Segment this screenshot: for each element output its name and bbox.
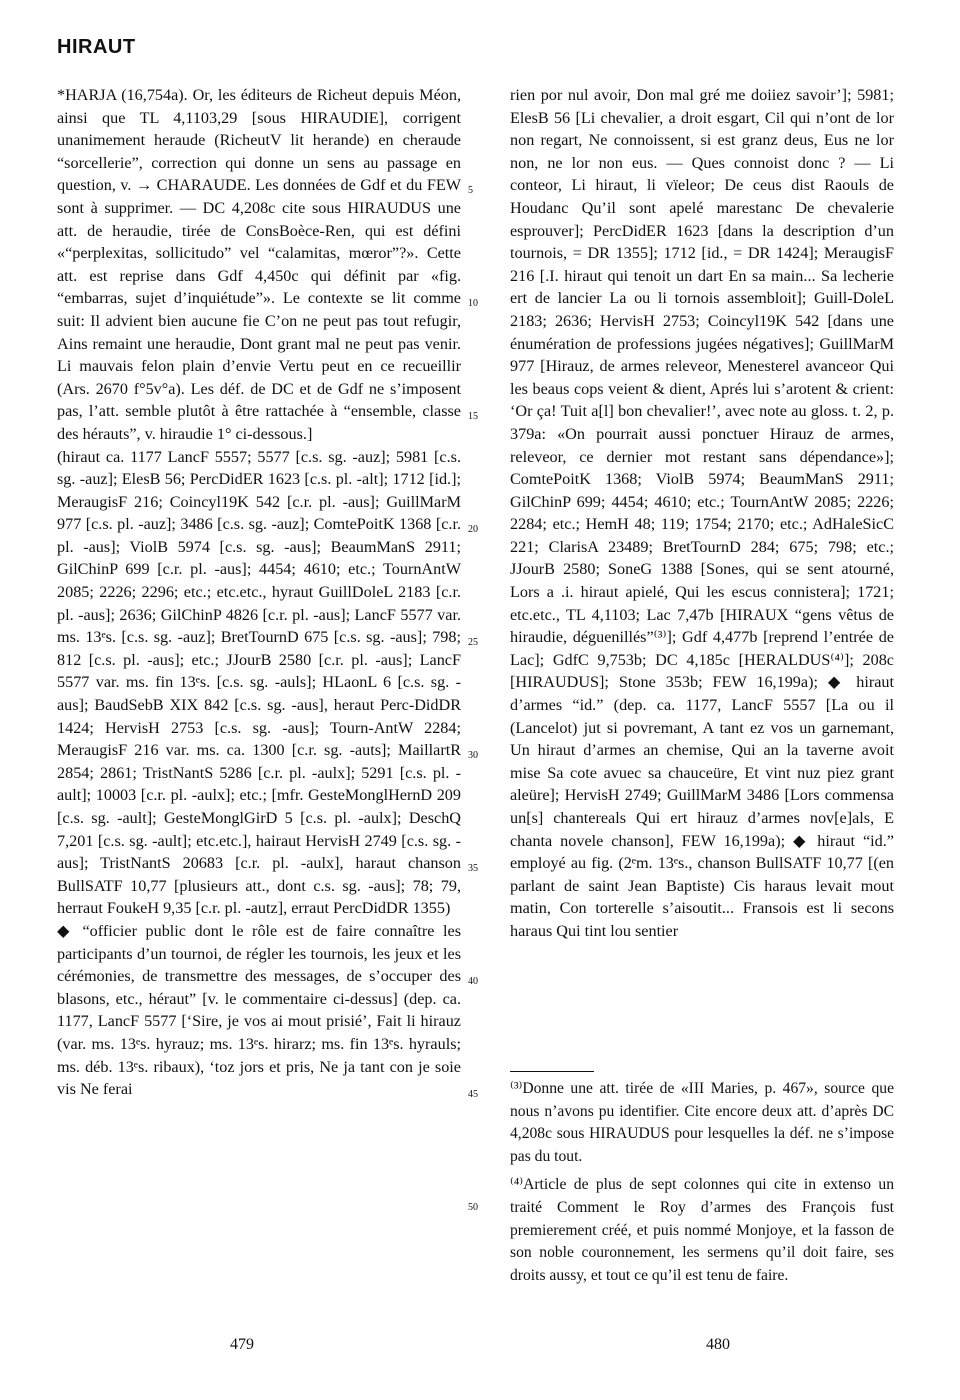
line-number: 5 — [468, 185, 473, 196]
footnote: ⁽⁴⁾Article de plus de sept colonnes qui cite in extenso un traité Comment le Roy d’armes des François fust premierement créé, et puis nommé Monjoye, et la fasson de son noble couronnement, les sermens qu’il doit faire, ses droits aussy, et tout ce qu’il est tenu de faire. — [510, 1176, 894, 1284]
line-number: 25 — [468, 637, 478, 648]
right-paragraph: rien por nul avoir, Don mal gré me doiiez savoir’]; 5981; ElesB 56 [Li chevalier, a droit esgart, Cil qui n’ont de lor non regart, Ne connoissent, si est granz deus, Eus ne lor non, ne lor non eus. — Ques connoist donc ? — Li conteor, Li hiraut, li vïeleor; De ceus dist Raouls de Houdanc Qu’il sont apelé marestanc De chevalerie esprouver]; PercDidER 1623 [dans la description d’un tournois, = DR 1355]; 1712 [id., = DR 1424]; MeraugisF 216 [.I. hiraut qui tenoit un dart En sa main... Sa lecherie ert de lancier La ou li tornois assembloit]; Guill-DoleL 2183; 2636; HervisH 2753; Coincyl19K 542 [dans une énumération de professions jugées négatives]; GuillMarM 977 [Hirauz, de armes releveor, Menesterel avanceor Qui les beaus cops veient & dient, Aprés lui s’arotent & crient: ‘Or ça! Tuit a[l] bon chevalier!’, avec note au gloss. t. 2, p. 379a: «On pourrait aussi ponctuer Hirauz de armes, releveor, ce dernier mot restant sans dépendance»]; ComtePoitK 1368; ViolB 5974; BeaumManS 2911; GilChinP 699; 4454; 4610; etc.; TournAntW 2085; 2226; 2284; etc.; HemH 48; 119; 1754; 2170; etc.; AdHaleSicC 221; ClarisA 23489; BretTournD 284; 675; 798; etc.; JJourB 2580; SoneG 1388 [Sones, qui se sent atourné, Lors a .i. hiraut apielé, Qui les escus connistera]; 1721; etc.etc., TL 4,1103; Lac 7,47b [HIRAUX “gens vêtus de hiraudie, déguenillés”⁽³⁾]; Gdf 4,477b [reprend l’entrée de Lac]; GdfC 9,753b; DC 4,185c [HERALDUS⁽⁴⁾]; 208c [HIRAUDUS]; Stone 353b; FEW 16,199a); ◆ hiraut d’armes “id.” (dep. ca. 1177, LancF 5557 [La ou il (Lancelot) jut si povremant, A tant ez vos un garnemant, Un hiraut d’armes an chemise, Qui an la taverne avoit mise Sa cote avuec sa chauceüre, Et vint nuz piez grant aleüre]; HervisH 2749; GuillMarM 3486 [Lors commensa un[s] chantereals Qui ert hirauz d’armes nov[e]als, E chanta novele chanson], FEW 16,199a); ◆ hiraut “id.” employé au fig. (2ᵉm. 13ᵉs., chanson BullSATF 10,77 [(en parlant de saint Jean Baptiste) Cis haraus levait mout matin, Con torterelle s’aisoutit... Fransois est li secons haraus Qui tint lou sentier — [510, 86, 894, 940]
page-headword: HIRAUT — [57, 36, 136, 58]
line-number: 40 — [468, 976, 478, 987]
line-number: 10 — [468, 298, 478, 309]
left-paragraph: (hiraut ca. 1177 LancF 5557; 5577 [c.s. sg. -auz]; 5981 [c.s. sg. -auz]; ElesB 56; PercDidER 1623 [c.s. pl. -alt]; 1712 [id.]; MeraugisF 216; Coincyl19K 542 [c.r. pl. -aus]; GuillMarM 977 [c.s. pl. -auz]; 3486 [c.s. sg. -auz]; ComtePoitK 1368 [c.r. pl. -aus]; ViolB 5974 [c.s. sg. -aus]; BeaumManS 2911; GilChinP 699 [c.r. pl. -aus]; 4454; 4610; etc.; TournAntW 2085; 2226; 2296; etc.; etc.etc., hyraut GuillDoleL 2183 [c.r. pl. -aus]; 2636; GilChinP 4826 [c.r. pl. -aus]; LancF 5577 var. ms. 13ᵉs. [c.s. sg. -auz]; BretTournD 675 [c.s. sg. -aus]; 798; 812 [c.s. pl. -aus]; etc.; JJourB 2580 [c.r. pl. -aus]; LancF 5577 var. ms. fin 13ᵉs. [c.s. sg. -auls]; HLaonL 6 [c.s. sg. -aus]; BaudSebB XIX 842 [c.s. sg. -aus], heraut Perc-DidDR 1424; HervisH 2753 [c.s. sg. -aus]; Tourn-AntW 2284; MeraugisF 216 var. ms. ca. 1300 [c.r. sg. -auts]; MaillartR 2854; 2861; TristNantS 5286 [c.r. pl. -aulx]; 5291 [c.s. pl. -ault]; 10003 [c.r. pl. -aulx]; etc.; [mfr. GesteMonglHernD 209 [c.s. sg. -ault]; GesteMonglGirD 5 [c.s. pl. -aulx]; DeschQ 7,201 [c.s. sg. -ault]; etc.etc.], hairaut HervisH 2749 [c.s. sg. -aus]; TristNantS 20683 [c.r. pl. -aulx], haraut chanson BullSATF 10,77 [plusieurs att., dont c.s. sg. -aus]; 78; 79, herraut FoukeH 9,35 [c.r. pl. -autz], erraut PercDidDR 1355) — [57, 447, 461, 918]
footnotes — [510, 1078, 894, 1287]
right-column — [510, 84, 894, 943]
footnote: ⁽³⁾Donne une att. tirée de «III Maries, p. 467», source que nous n’avons pu identifier. Cite encore deux att. d’après DC 4,208c sous HIRAUDUS pour lesquelles la déf. ne s’impose pas du tout. — [510, 1080, 894, 1165]
line-number: 30 — [468, 750, 478, 761]
line-number: 20 — [468, 524, 478, 535]
left-column — [57, 84, 461, 1101]
line-number: 45 — [468, 1089, 478, 1100]
line-number: 50 — [468, 1202, 478, 1213]
page-number-left: 479 — [230, 1336, 254, 1353]
footnote-divider — [510, 1071, 594, 1072]
left-paragraph: ◆ “officier public dont le rôle est de faire connaître les participants d’un tournoi, de régler les tournois, les jeux et les cérémonies, de transmettre des messages, de s’occuper des blasons, etc., héraut” [v. le commentaire ci-dessus] (dep. ca. 1177, LancF 5577 [‘Sire, je vos ai mout prisié’, Fait li hirauz (var. ms. 13ᵉs. hyrauz; ms. 13ᵉs. hirarz; ms. fin 13ᵉs. hyrauls; ms. déb. 13ᵉs. ribaux), ‘toz jors et pris, Ne ja tant con je soie vis Ne ferai — [57, 921, 461, 1099]
line-number: 35 — [468, 863, 478, 874]
line-number: 15 — [468, 411, 478, 422]
left-paragraph: *HARJA (16,754a). Or, les éditeurs de Richeut depuis Méon, ainsi que TL 4,1103,29 [sous HIRAUDIE], corrigent unanimement heraude (RichеutV lit herande) en cheraude “sorcellerie”, correction qui donne un sens au passage en question, v. → CHARAUDE. Les données de Gdf et du FEW sont à supprimer. — DC 4,208c cite sous HIRAUDUS une att. de heraudie, tirée de ConsBoèce-Ren, qui est défini «“perplexitas, sollicitudo” vel “calamitas, mœror”?». Cette att. est reprise dans Gdf 4,450c qui définit par «fig. “embarras, sujet d’inquiétude”». Le contexte se lit comme suit: Il advient bien aucune fie C’on ne peut pas tout refugir, Ains remaint une heraudie, Dont grant mal ne peut pas venir. Li mauvais felon plain d’envie Vertu peut en ce recueillir (Ars. 2670 f°5v°a). Les déf. de DC et de Gdf ne s’imposent pas, l’att. semble plutôt à être rattachée à “ensemble, classe des hérauts”, v. hiraudie 1° ci-dessous.] — [57, 86, 461, 443]
page-number-right: 480 — [706, 1336, 730, 1353]
